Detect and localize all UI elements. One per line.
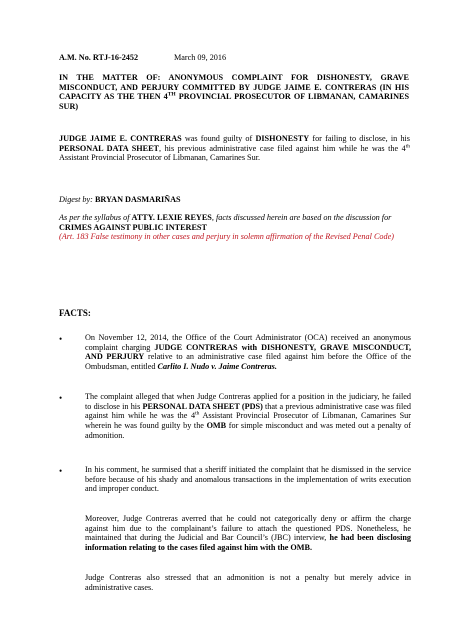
case-number: A.M. No. RTJ-16-2452 bbox=[59, 53, 139, 62]
paragraph-text: that a previous administrative case was filed against him while he was the 4 bbox=[85, 401, 411, 421]
paragraph-pds: PERSONAL DATA SHEET (PDS) bbox=[142, 401, 263, 411]
case-title-superscript: TH bbox=[167, 91, 176, 98]
bullet-icon: • bbox=[59, 393, 63, 403]
summary-judge-name: JUDGE JAIME E. CONTRERAS bbox=[59, 134, 182, 143]
summary-charge: DISHONESTY bbox=[255, 134, 310, 143]
paragraph-text: The complaint alleged that when Judge Contreras applied for a position in the judiciary, he failed to disclose in his bbox=[85, 392, 411, 411]
syllabus-text: As per the syllabus of bbox=[59, 213, 132, 222]
digest-line bbox=[59, 195, 181, 205]
syllabus-note bbox=[59, 213, 411, 242]
paragraph-case-title: Carlito I. Nudo v. Jaime Contreras. bbox=[157, 362, 277, 372]
paragraph-text: for simple misconduct and was meted out a penalty of admonition. bbox=[85, 421, 412, 440]
syllabus-article-reference: (Art. 183 False testimony in other cases and perjury in solemn affirmation of the Revised Penal Code) bbox=[59, 232, 394, 242]
decision-date: March 09, 2016 bbox=[174, 53, 227, 62]
case-title bbox=[59, 73, 409, 112]
paragraph-superscript: th bbox=[195, 410, 200, 417]
summary-pds: PERSONAL DATA SHEET bbox=[59, 143, 160, 153]
paragraph-text: On November 12, 2014, the Office of the Court Administrator (OCA) received an anonymous complaint charging bbox=[85, 333, 411, 352]
paragraph-text: Moreover, Judge Contreras averred that he could not categorically deny or affirm the charge against him due to the complainant’s failure to attach the questioned PDS. Nonetheless, he maintained that during the Judicial and Bar Council’s (JBC) interview, bbox=[85, 514, 411, 543]
summary-text: , his previous administrative case filed against him while he was the 4 bbox=[159, 143, 406, 153]
bullet-icon: • bbox=[59, 334, 63, 344]
syllabus-text: , facts discussed herein are based on the discussion for bbox=[211, 213, 392, 222]
summary-text: was found guilty of bbox=[181, 134, 256, 143]
syllabus-attorney: ATTY. LEXIE REYES bbox=[131, 213, 212, 222]
summary-superscript: th bbox=[405, 142, 410, 149]
paragraph-text: Assistant Provincial Prosecutor of Libmanan, Camarines Sur wherein he was found guilty by the bbox=[85, 411, 411, 431]
bullet-icon: • bbox=[59, 466, 63, 476]
facts-heading: FACTS: bbox=[59, 308, 91, 318]
paragraph-emphasis: he had been disclosing information relating to the cases filed against him with the OMB. bbox=[85, 533, 411, 553]
case-title-text: IN THE MATTER OF: ANONYMOUS COMPLAINT FOR DISHONESTY, GRAVE MISCONDUCT, AND PERJURY COMMITTED BY JUDGE JAIME E. CONTRERAS (IN HIS CAPACITY AS THE THEN 4 bbox=[59, 73, 409, 102]
facts-paragraph: In his comment, he surmised that a sheriff initiated the complaint that he dismissed in the service before because of his shady and anomalous transactions in the implementation of writs execution and improper conduct. bbox=[85, 465, 411, 494]
case-title-tail: PROVINCIAL PROSECUTOR OF LIBMANAN, CAMARINES SUR) bbox=[59, 92, 409, 112]
facts-paragraph bbox=[85, 514, 411, 553]
facts-paragraph bbox=[85, 392, 411, 440]
case-summary bbox=[59, 134, 410, 163]
syllabus-topic: CRIMES AGAINST PUBLIC INTEREST bbox=[59, 222, 207, 232]
digest-author: BRYAN DASMARIÑAS bbox=[94, 195, 181, 204]
facts-paragraph: Judge Contreras also stressed that an admonition is not a penalty but merely advice in administrative cases. bbox=[85, 573, 411, 592]
paragraph-text: relative to an administrative case filed against him before the Office of the Ombudsman, entitled bbox=[85, 352, 411, 372]
paragraph-charges: JUDGE CONTRERAS with DISHONESTY, GRAVE MISCONDUCT, AND PERJURY bbox=[85, 342, 411, 362]
summary-text: Assistant Provincial Prosecutor of Libmanan, Camarines Sur. bbox=[59, 153, 261, 163]
summary-text: for failing to disclose, in his bbox=[309, 134, 410, 143]
digest-label: Digest by: bbox=[59, 195, 95, 204]
paragraph-omb: OMB bbox=[206, 421, 227, 431]
facts-paragraph bbox=[85, 333, 411, 372]
